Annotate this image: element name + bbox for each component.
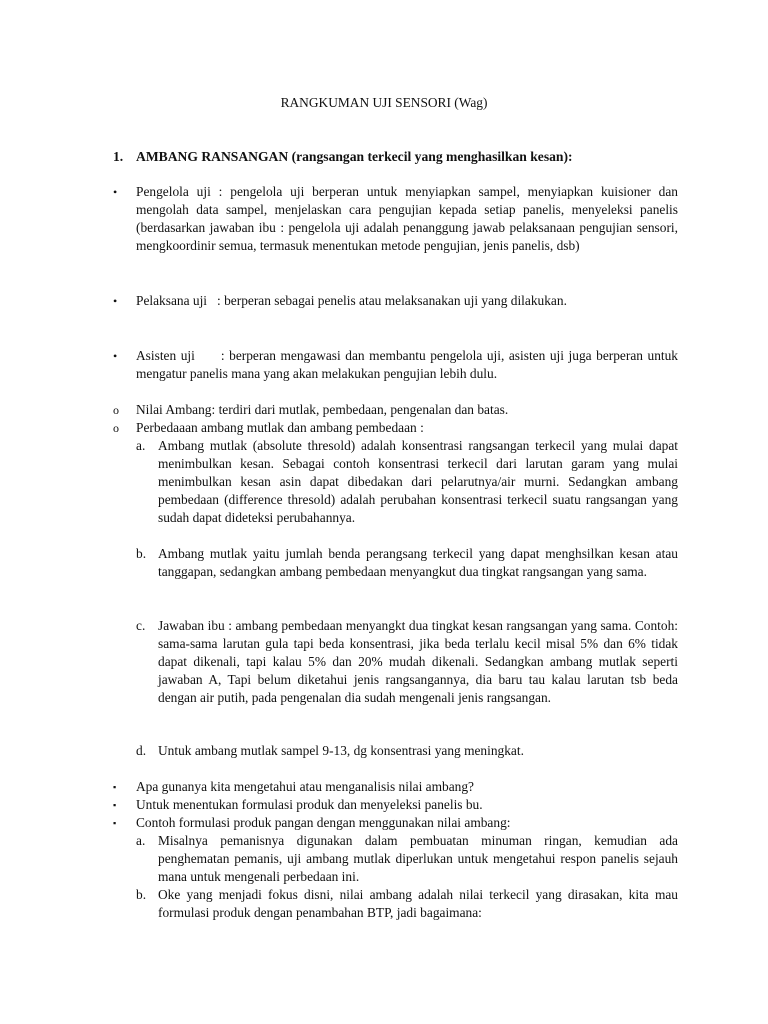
section-heading xyxy=(113,148,573,166)
item-letter: a. xyxy=(136,438,146,453)
bullet-dot-icon: • xyxy=(113,294,118,308)
list-item-text: Pengelola uji : pengelola uji berperan untuk menyiapkan sampel, menyiapkan kuisioner dan mengolah data sampel, menjelaskan cara pengujian kepada setiap panelis, menyeleksi panelis (berdasarkan jawaban ibu : pengelola uji adalah penanggung jawab pelaksanaan pengujian sensori, mengkoordinir semua, termasuk menentukan metode pengujian, jenis panelis, dsb) xyxy=(136,184,678,253)
list-item-text: Perbedaaan ambang mutlak dan ambang pembedaan : xyxy=(136,420,424,435)
list-item-term: Pelaksana uji xyxy=(136,293,208,308)
bullet-dot-icon: • xyxy=(113,185,118,199)
lettered-item-text: Ambang mutlak (absolute thresold) adalah konsentrasi rangsangan terkecil yang mulai dapat menimbulkan kesan. Sebagai contoh konsentrasi terkecil dari larutan garam yang mulai menimbulkan kesan asin dapat dibedakan dari pelarutnya/air murni. Sedangkan ambang pembedaan (difference thresold) adalah perubahan konsentrasi terkecil suatu rangsangan yang sudah dapat dideteksi perubahannya. xyxy=(158,438,678,525)
bullet-circle-icon: o xyxy=(113,421,119,435)
list-item-text: Nilai Ambang: terdiri dari mutlak, pembedaan, pengenalan dan batas. xyxy=(136,402,509,417)
item-letter: a. xyxy=(136,833,146,848)
bullet-square-icon: ▪ xyxy=(113,782,117,792)
list-item-text: : berperan mengawasi dan membantu pengelola uji, asisten uji juga berperan untuk mengatur panelis mana yang akan melakukan pengujian lebih dulu. xyxy=(136,348,679,381)
list-item-text: : berperan sebagai penelis atau melaksanakan uji yang dilakukan. xyxy=(217,293,567,308)
document-title: RANGKUMAN UJI SENSORI (Wag) xyxy=(280,95,488,110)
lettered-item-text: Jawaban ibu : ambang pembedaan menyangkt dua tingkat kesan rangsangan yang sama. Contoh: sama-sama larutan gula tapi beda konsentrasi, jika beda terlalu kecil misal 5% dan 6% tidak dapat dikenali, tapi kalau 5% dan 20% mudah dikenali. Sedangkan ambang mutlak seperti jawaban A, Tapi belum diketahui jenis rangsangannya, dia baru tau kalau larutan tsb beda dengan air putih, pada pengenalan dia sudah mengenali jenis rangsangan. xyxy=(158,618,678,705)
list-item-text: Apa gunanya kita mengetahui atau menganalisis nilai ambang? xyxy=(136,779,475,794)
list-item-text: Contoh formulasi produk pangan dengan menggunakan nilai ambang: xyxy=(136,815,511,830)
bullet-dot-icon: • xyxy=(113,349,118,363)
item-letter: d. xyxy=(136,743,147,758)
item-letter: c. xyxy=(136,618,146,633)
lettered-item-text: Ambang mutlak yaitu jumlah benda perangsang terkecil yang dapat menghsilkan kesan atau tanggapan, sedangkan ambang pembedaan menyangkut dua tingkat rangsangan yang sama. xyxy=(158,546,678,579)
item-letter: b. xyxy=(136,546,147,561)
bullet-circle-icon: o xyxy=(113,403,119,417)
list-item-term: Asisten uji xyxy=(136,348,195,363)
section-number: 1. xyxy=(113,149,124,164)
lettered-item-text: Untuk ambang mutlak sampel 9-13, dg konsentrasi yang meningkat. xyxy=(158,743,524,758)
lettered-item-text: Oke yang menjadi fokus disni, nilai ambang adalah nilai terkecil yang dirasakan, kita mau formulasi produk dengan penambahan BTP, jadi bagaimana: xyxy=(158,887,678,920)
lettered-item-text: Misalnya pemanisnya digunakan dalam pembuatan minuman ringan, kemudian ada penghematan pemanis, uji ambang mutlak diperlukan untuk mengetahui respon panelis sejauh mana untuk mengenali perbedaan ini. xyxy=(158,833,678,884)
list-item-text: Untuk menentukan formulasi produk dan menyeleksi panelis bu. xyxy=(136,797,483,812)
bullet-square-icon: ▪ xyxy=(113,818,117,828)
bullet-square-icon: ▪ xyxy=(113,800,117,810)
item-letter: b. xyxy=(136,887,147,902)
section-heading-text: AMBANG RANSANGAN (rangsangan terkecil yang menghasilkan kesan): xyxy=(136,149,573,164)
